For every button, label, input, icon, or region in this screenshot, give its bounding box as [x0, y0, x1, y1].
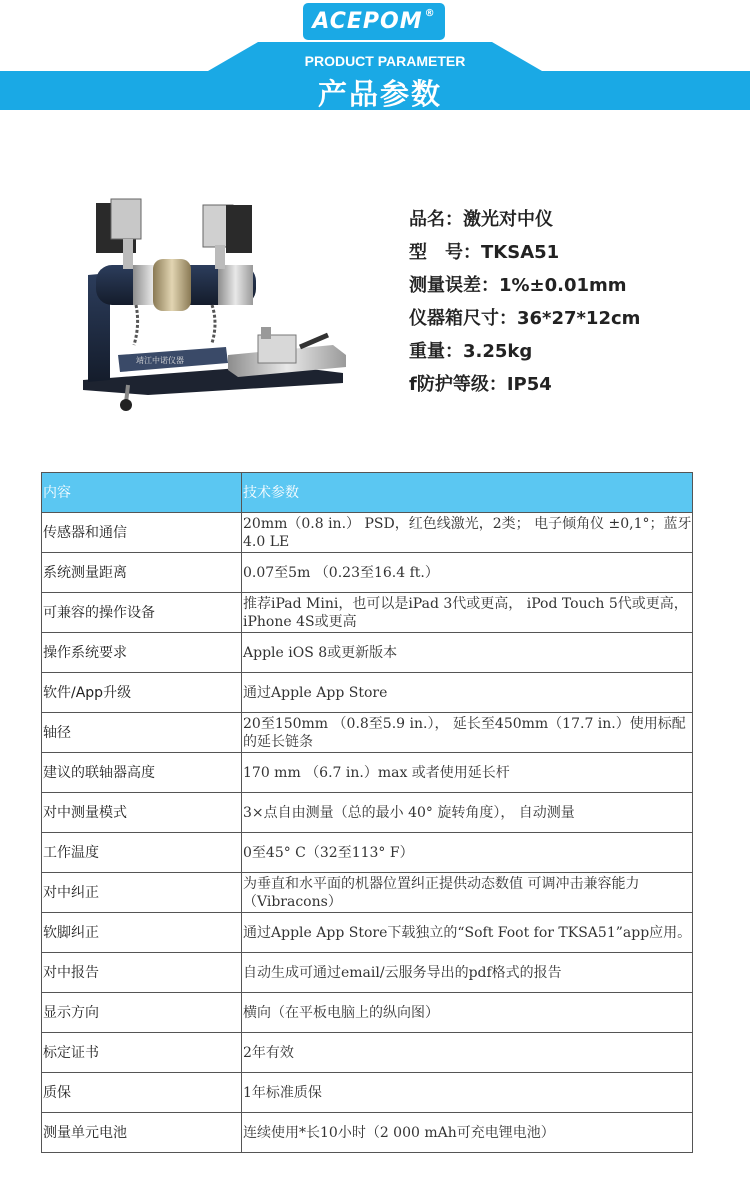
row-label: 传感器和通信 [42, 513, 242, 553]
row-value: 连续使用*长10小时（2 000 mAh可充电锂电池） [242, 1113, 693, 1153]
row-label: 工作温度 [42, 833, 242, 873]
parameter-table [41, 472, 693, 1153]
row-label: 可兼容的操作设备 [42, 593, 242, 633]
spec-item-case-size: 仪器箱尺寸：36*27*12cm [409, 308, 641, 329]
row-label: 建议的联轴器高度 [42, 753, 242, 793]
row-label: 对中报告 [42, 953, 242, 993]
registered-mark: ® [424, 8, 436, 19]
spec-item-weight: 重量：3.25kg [409, 341, 533, 362]
acepom-logo [303, 3, 445, 40]
product-label-text: 靖江中诺仪器 [136, 356, 184, 365]
row-value: 170 mm （6.7 in.）max 或者使用延长杆 [242, 753, 693, 793]
row-label: 测量单元电池 [42, 1113, 242, 1153]
row-label: 对中测量模式 [42, 793, 242, 833]
table-row [42, 793, 693, 833]
row-label: 软件/App升级 [42, 673, 242, 713]
row-value: 通过Apple App Store下载独立的“Soft Foot for TKSA51”app应用。 [242, 913, 693, 953]
table-row [42, 553, 693, 593]
table-row [42, 913, 693, 953]
row-value: 自动生成可通过email/云服务导出的pdf格式的报告 [242, 953, 693, 993]
table-row [42, 833, 693, 873]
logo-text: ACEPOM [312, 9, 423, 34]
row-value: 0至45° C（32至113° F） [242, 833, 693, 873]
product-image [78, 195, 363, 415]
row-value: 横向（在平板电脑上的纵向图） [242, 993, 693, 1033]
row-value: 推荐iPad Mini，也可以是iPad 3代或更高， iPod Touch 5代或更高，iPhone 4S或更高 [242, 593, 693, 633]
row-label: 软脚纠正 [42, 913, 242, 953]
spec-item-protection: f防护等级：IP54 [409, 374, 552, 395]
row-value: 通过Apple App Store [242, 673, 693, 713]
spec-item-model: 型 号：TKSA51 [409, 242, 560, 263]
spec-item-name: 品名：激光对中仪 [409, 209, 553, 230]
table-row [42, 593, 693, 633]
row-label: 显示方向 [42, 993, 242, 1033]
banner-subtitle: PRODUCT PARAMETER [304, 53, 466, 69]
row-value: 20mm（0.8 in.） PSD，红色线激光，2类； 电子倾角仪 ±0,1°；蓝牙4.0 LE [242, 513, 693, 553]
table-row [42, 953, 693, 993]
row-label: 操作系统要求 [42, 633, 242, 673]
header-tech-params: 技术参数 [242, 473, 693, 513]
spec-list [409, 203, 640, 401]
spec-item-error: 测量误差：1%±0.01mm [409, 275, 627, 296]
row-value: 1年标准质保 [242, 1073, 693, 1113]
table-row [42, 513, 693, 553]
row-label: 标定证书 [42, 1033, 242, 1073]
table-row [42, 873, 693, 913]
row-label: 对中纠正 [42, 873, 242, 913]
row-label: 质保 [42, 1073, 242, 1113]
table-header-row [42, 473, 693, 513]
table-row [42, 753, 693, 793]
table-row [42, 673, 693, 713]
table-row [42, 713, 693, 753]
row-value: Apple iOS 8或更新版本 [242, 633, 693, 673]
table-row [42, 633, 693, 673]
table-row [42, 1033, 693, 1073]
row-value: 为垂直和水平面的机器位置纠正提供动态数值 可调冲击兼容能力（Vibracons） [242, 873, 693, 913]
row-label: 系统测量距离 [42, 553, 242, 593]
banner-title: 产品参数 [317, 77, 442, 111]
table-row [42, 1073, 693, 1113]
row-value: 2年有效 [242, 1033, 693, 1073]
row-value: 20至150mm （0.8至5.9 in.）， 延长至450mm（17.7 in.）使用标配的延长链条 [242, 713, 693, 753]
row-value: 3×点自由测量（总的最小 40° 旋转角度）， 自动测量 [242, 793, 693, 833]
row-value: 0.07至5m （0.23至16.4 ft.） [242, 553, 693, 593]
table-row [42, 1113, 693, 1153]
row-label: 轴径 [42, 713, 242, 753]
header-content: 内容 [42, 473, 242, 513]
table-row [42, 993, 693, 1033]
